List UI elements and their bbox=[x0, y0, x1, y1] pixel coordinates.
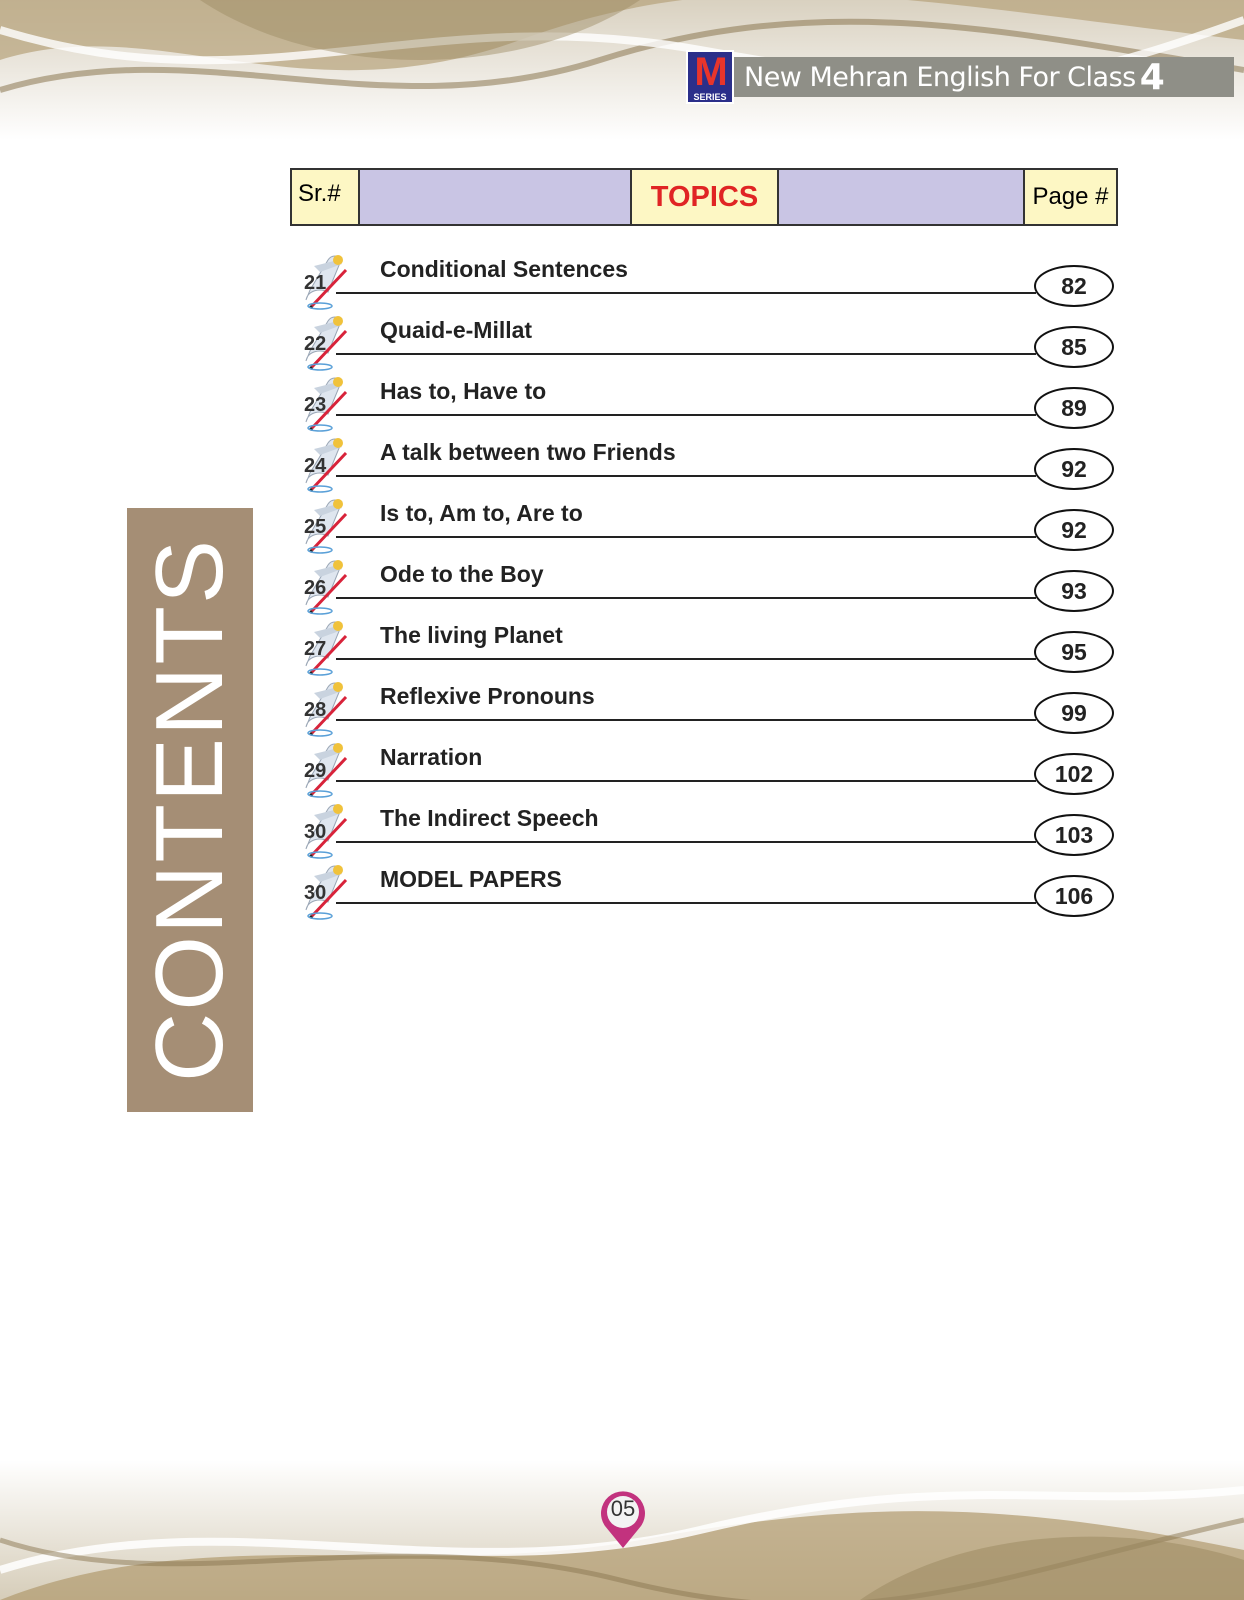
chapter-title[interactable]: The living Planet bbox=[380, 622, 563, 648]
chapter-title[interactable]: Reflexive Pronouns bbox=[380, 683, 595, 709]
leader-line bbox=[336, 536, 1036, 538]
book-title: New Mehran English For Class bbox=[744, 61, 1136, 93]
leader-line bbox=[336, 841, 1036, 843]
class-number: 4 bbox=[1139, 56, 1165, 98]
chapter-page-number: 99 bbox=[1034, 692, 1114, 734]
leader-line bbox=[336, 353, 1036, 355]
chapter-title[interactable]: The Indirect Speech bbox=[380, 805, 599, 831]
toc-table-header bbox=[290, 168, 1118, 226]
chapter-number: 24 bbox=[304, 455, 327, 477]
header-fill-left bbox=[360, 170, 632, 224]
chapter-page-number: 93 bbox=[1034, 570, 1114, 612]
page-number: 05 bbox=[610, 1496, 636, 1521]
header-fill-right bbox=[779, 170, 1025, 224]
chapter-title[interactable]: MODEL PAPERS bbox=[380, 866, 562, 892]
logo-letter: M bbox=[694, 50, 726, 94]
toc-row[interactable] bbox=[290, 309, 1120, 370]
chapter-title[interactable]: Conditional Sentences bbox=[380, 256, 628, 282]
toc-row[interactable] bbox=[290, 370, 1120, 431]
toc-list bbox=[290, 248, 1120, 919]
leader-line bbox=[336, 780, 1036, 782]
toc-row[interactable] bbox=[290, 431, 1120, 492]
leader-line bbox=[336, 475, 1036, 477]
toc-row[interactable] bbox=[290, 553, 1120, 614]
chapter-page-number: 102 bbox=[1034, 753, 1114, 795]
leader-line bbox=[336, 719, 1036, 721]
chapter-number: 30 bbox=[304, 882, 327, 904]
toc-row[interactable] bbox=[290, 492, 1120, 553]
logo-series-text: SERIES bbox=[693, 92, 727, 102]
leader-line bbox=[336, 414, 1036, 416]
leader-line bbox=[336, 597, 1036, 599]
book-title-bar bbox=[734, 57, 1234, 97]
chapter-number: 27 bbox=[304, 638, 327, 660]
chapter-page-number: 85 bbox=[1034, 326, 1114, 368]
contents-label: CONTENTS bbox=[136, 538, 243, 1082]
toc-row[interactable] bbox=[290, 675, 1120, 736]
leader-line bbox=[336, 902, 1036, 904]
topics-column-header: TOPICS bbox=[632, 170, 779, 224]
chapter-title[interactable]: Narration bbox=[380, 744, 483, 770]
chapter-title[interactable]: Ode to the Boy bbox=[380, 561, 544, 587]
chapter-page-number: 106 bbox=[1034, 875, 1114, 917]
series-logo bbox=[686, 50, 734, 104]
book-brand-header bbox=[686, 50, 1234, 104]
chapter-page-number: 103 bbox=[1034, 814, 1114, 856]
chapter-number: 21 bbox=[304, 272, 327, 294]
chapter-title[interactable]: Is to, Am to, Are to bbox=[380, 500, 583, 526]
chapter-title[interactable]: Has to, Have to bbox=[380, 378, 547, 404]
chapter-number: 22 bbox=[304, 333, 327, 355]
leader-line bbox=[336, 658, 1036, 660]
toc-row[interactable] bbox=[290, 248, 1120, 309]
chapter-number: 28 bbox=[304, 699, 327, 721]
chapter-number: 25 bbox=[304, 516, 327, 538]
chapter-title[interactable]: A talk between two Friends bbox=[380, 439, 676, 465]
chapter-page-number: 82 bbox=[1034, 265, 1114, 307]
chapter-number: 30 bbox=[304, 821, 327, 843]
chapter-number: 23 bbox=[304, 394, 327, 416]
chapter-page-number: 92 bbox=[1034, 509, 1114, 551]
toc-row[interactable] bbox=[290, 614, 1120, 675]
chapter-title[interactable]: Quaid-e-Millat bbox=[380, 317, 533, 343]
chapter-page-number: 95 bbox=[1034, 631, 1114, 673]
serial-column-header: Sr.# bbox=[292, 170, 360, 224]
chapter-number: 26 bbox=[304, 577, 327, 599]
page-column-header: Page # bbox=[1025, 170, 1116, 224]
toc-row[interactable] bbox=[290, 858, 1120, 919]
chapter-page-number: 92 bbox=[1034, 448, 1114, 490]
toc-row[interactable] bbox=[290, 797, 1120, 858]
chapter-page-number: 89 bbox=[1034, 387, 1114, 429]
chapter-number: 29 bbox=[304, 760, 327, 782]
contents-side-tab bbox=[127, 508, 253, 1112]
leader-line bbox=[336, 292, 1036, 294]
toc-row[interactable] bbox=[290, 736, 1120, 797]
